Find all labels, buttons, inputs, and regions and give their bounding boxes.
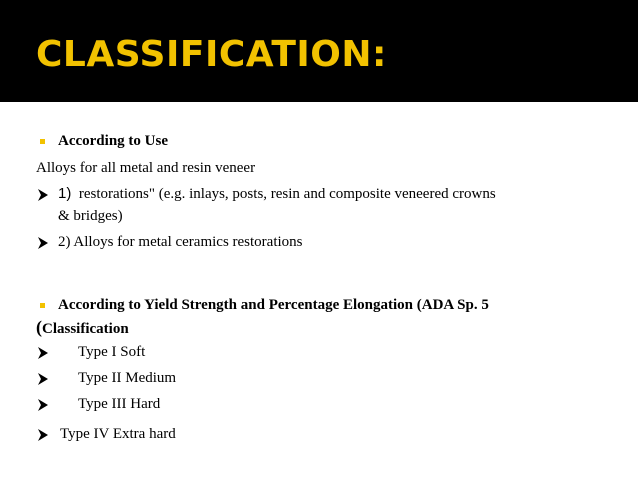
arrow-bullet-icon (38, 237, 48, 249)
section1-item1 (58, 185, 496, 203)
arrow-bullet-icon (38, 347, 48, 359)
type-item: Type IV Extra hard (60, 426, 176, 442)
type-item: Type II Medium (78, 370, 177, 386)
section1-heading: According to Use (58, 133, 168, 149)
item1-number: 1) (58, 185, 72, 202)
square-bullet-icon (40, 139, 45, 144)
arrow-bullet-icon (38, 399, 48, 411)
heading-classification: Classification (42, 321, 129, 337)
section1-item2: 2) Alloys for metal ceramics restorations (58, 234, 303, 250)
section2-heading-continuation (36, 318, 129, 338)
item1-text: restorations" (e.g. inlays, posts, resin and composite veneered crowns (78, 186, 496, 202)
square-bullet-icon (40, 303, 45, 308)
section1-subtext: Alloys for all metal and resin veneer (36, 160, 256, 176)
arrow-bullet-icon (38, 373, 48, 385)
section2-heading: According to Yield Strength and Percentage Elongation (ADA Sp. 5 (58, 297, 489, 313)
arrow-bullet-icon (38, 189, 48, 201)
open-paren: ( (36, 317, 42, 337)
section1-item1-continuation: & bridges) (58, 208, 123, 224)
arrow-bullet-icon (38, 429, 48, 441)
slide-title: CLASSIFICATION: (36, 34, 387, 75)
type-item: Type I Soft (78, 344, 146, 360)
type-item: Type III Hard (78, 396, 161, 412)
